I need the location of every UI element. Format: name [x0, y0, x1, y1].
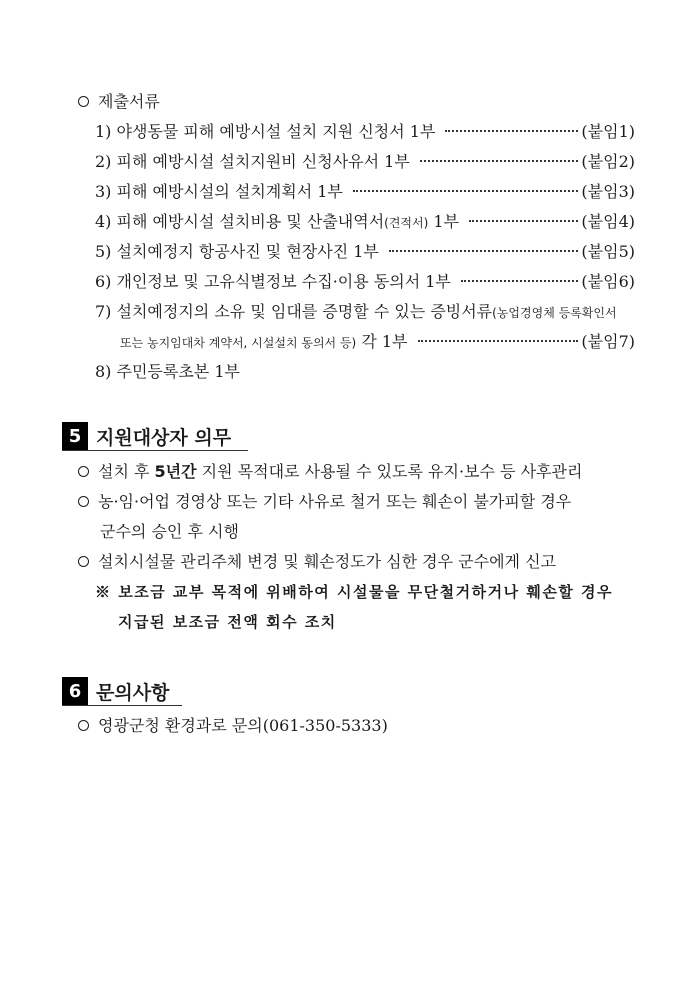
section-number-badge: 6: [62, 677, 88, 705]
submission-item-8: 8) 주민등록초본 1부: [95, 362, 240, 381]
section-5-bullet-3: 설치시설물 관리주체 변경 및 훼손정도가 심한 경우 군수에게 신고: [78, 552, 556, 572]
submission-item-6: 6) 개인정보 및 고유식별정보 수집·이용 동의서 1부 (붙임6): [95, 272, 635, 291]
section-6-header: [62, 677, 182, 706]
submission-item-3: 3) 피해 예방시설의 설치계획서 1부 (붙임3): [95, 182, 635, 201]
section-5-note-line1: ※ 보조금 교부 목적에 위배하여 시설물을 무단철거하거나 훼손할 경우: [95, 583, 614, 601]
submission-item-2: 2) 피해 예방시설 설치지원비 신청사유서 1부 (붙임2): [95, 152, 635, 171]
section-title: 문의사항: [96, 681, 170, 704]
section-5-note-line2: 지급된 보조금 전액 회수 조치: [118, 613, 337, 631]
dot-leader: [461, 280, 579, 282]
dot-leader: [389, 250, 579, 252]
section-5-bullet-2: 농·임·어업 경영상 또는 기타 사유로 철거 또는 훼손이 불가피할 경우: [78, 492, 571, 512]
dot-leader: [445, 130, 578, 132]
submission-item-7-line2: 또는 농지임대차 계약서, 시설설치 동의서 등) 각 1부 (붙임7): [120, 332, 635, 351]
section-6-bullet-1: 영광군청 환경과로 문의(061-350-5333): [78, 716, 388, 736]
dot-leader: [353, 190, 579, 192]
section-title: 지원대상자 의무: [96, 426, 232, 449]
bullet-circle-icon: [78, 466, 89, 477]
submission-item-7-line1: 7) 설치예정지의 소유 및 임대를 증명할 수 있는 증빙서류(농업경영체 등록확인서: [95, 302, 617, 321]
section-5-header: [62, 422, 248, 451]
bullet-circle-icon: [78, 556, 89, 567]
submission-heading: 제출서류: [78, 92, 160, 112]
submission-item-4: 4) 피해 예방시설 설치비용 및 산출내역서(견적서) 1부 (붙임4): [95, 212, 635, 231]
section-5-bullet-1: 설치 후 5년간 지원 목적대로 사용될 수 있도록 유지·보수 등 사후관리: [78, 462, 582, 482]
section-number-badge: 5: [62, 422, 88, 450]
dot-leader: [420, 160, 579, 162]
submission-item-5: 5) 설치예정지 항공사진 및 현장사진 1부 (붙임5): [95, 242, 635, 261]
bullet-circle-icon: [78, 96, 89, 107]
submission-item-1: 1) 야생동물 피해 예방시설 설치 지원 신청서 1부 (붙임1): [95, 122, 635, 141]
bullet-circle-icon: [78, 720, 89, 731]
section-5-bullet-2-cont: 군수의 승인 후 시행: [100, 522, 239, 541]
dot-leader: [469, 220, 578, 222]
bullet-circle-icon: [78, 496, 89, 507]
dot-leader: [418, 340, 579, 342]
